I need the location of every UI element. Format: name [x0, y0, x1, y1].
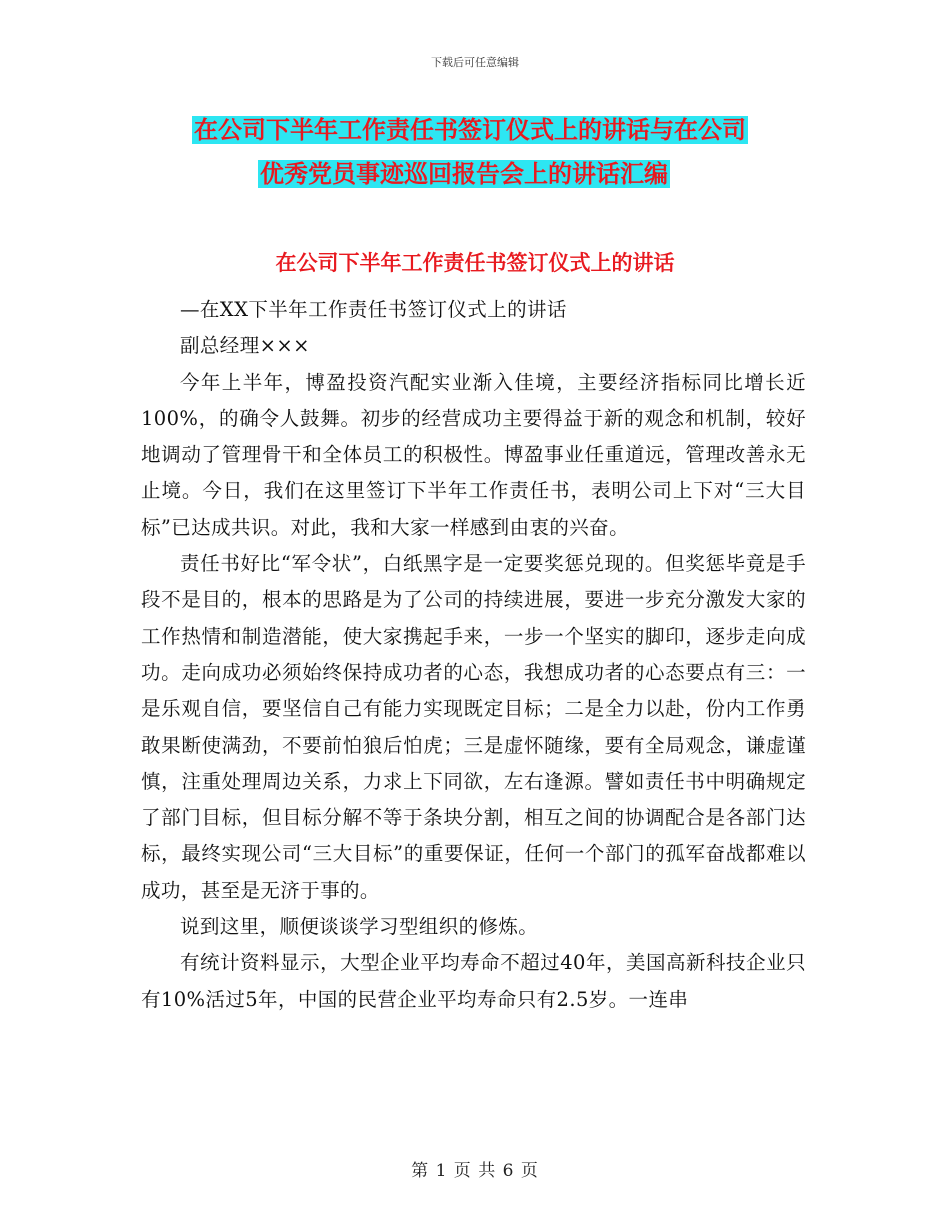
document-title-line-1-text: 在公司下半年工作责任书签订仪式上的讲话与在公司	[194, 116, 746, 144]
subtitle-line: —在XX下半年工作责任书签订仪式上的讲话	[180, 298, 567, 321]
document-title-line-2-text: 优秀党员事迹巡回报告会上的讲话汇编	[260, 160, 668, 188]
page-footer: 第 1 页 共 6 页	[411, 1161, 539, 1181]
body-paragraph: 有统计资料显示，大型企业平均寿命不超过40年，美国高新科技企业只有10%活过5年，中国的民营企业平均寿命只有2.5岁。一连串	[141, 951, 806, 1011]
section-title: 在公司下半年工作责任书签订仪式上的讲话	[275, 251, 675, 275]
body-paragraph: 今年上半年，博盈投资汽配实业渐入佳境，主要经济指标同比增长近100%，的确令人鼓舞。初步的经营成功主要得益于新的观念和机制，较好地调动了管理骨干和全体员工的积极性。博盈事业任重道远，管理改善永无止境。今日，我们在这里签订下半年工作责任书，表明公司上下对“三大目标”已达成共识。对此，我和大家一样感到由衷的兴奋。	[141, 370, 806, 539]
body-paragraph: 责任书好比“军令状”，白纸黑字是一定要奖惩兑现的。但奖惩毕竟是手段不是目的，根本的思路是为了公司的持续进展，要进一步充分激发大家的工作热情和制造潜能，使大家携起手来，一步一个坚实的脚印，逐步走向成功。走向成功必须始终保持成功者的心态，我想成功者的心态要点有三：一是乐观自信，要坚信自己有能力实现既定目标；二是全力以赴，份内工作勇敢果断使满劲，不要前怕狼后怕虎；三是虚怀随缘，要有全局观念，谦虚谨慎，注重处理周边关系，力求上下同欲，左右逢源。譬如责任书中明确规定了部门目标，但目标分解不等于条块分割，相互之间的协调配合是各部门达标，最终实现公司“三大目标”的重要保证，任何一个部门的孤军奋战都难以成功，甚至是无济于事的。	[141, 552, 806, 902]
header-note: 下载后可任意编辑	[431, 56, 519, 69]
document-title-line-2	[258, 156, 878, 192]
body-paragraph: 说到这里，顺便谈谈学习型组织的修炼。	[180, 915, 539, 939]
document-body	[141, 292, 806, 1018]
speaker-line: 副总经理×××	[180, 334, 310, 358]
document-title-line-1	[192, 112, 812, 148]
